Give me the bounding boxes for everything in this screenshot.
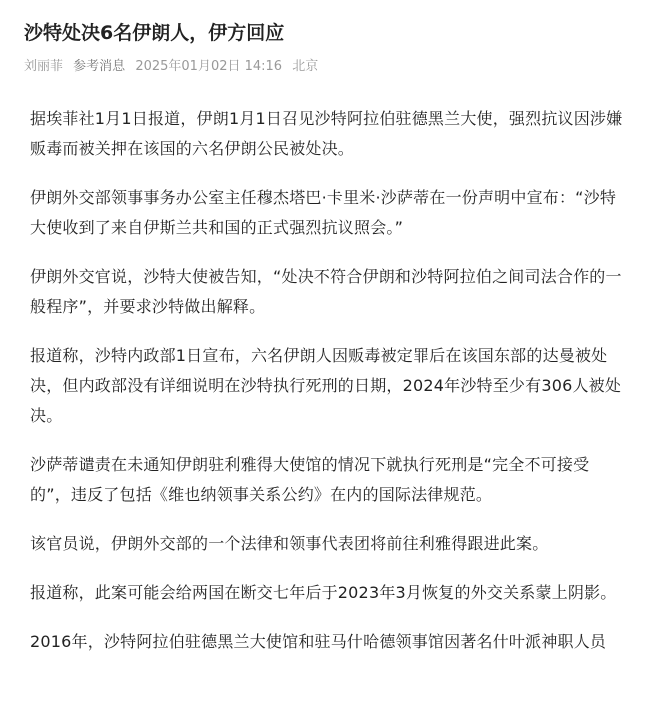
article-paragraph: 报道称，此案可能会给两国在断交七年后于2023年3月恢复的外交关系蒙上阴影。 [30, 583, 617, 602]
article-paragraph: 据埃菲社1月1日报道，伊朗1月1日召见沙特阿拉伯驻德黑兰大使，强烈抗议因涉嫌贩毒而被关押在该国的六名伊朗公民被处决。 [30, 109, 623, 158]
publish-datetime: 2025年01月02日 14:16 [135, 59, 283, 74]
article-paragraph: 沙萨蒂谴责在未通知伊朗驻利雅得大使馆的情况下就执行死刑是“完全不可接受的”，违反了包括《维也纳领事关系公约》在内的国际法律规范。 [30, 455, 590, 504]
article-body [30, 104, 626, 676]
article-paragraph: 报道称，沙特内政部1日宣布，六名伊朗人因贩毒被定罪后在该国东部的达曼被处决，但内政部没有详细说明在沙特执行死刑的日期，2024年沙特至少有306人被处决。 [30, 346, 622, 425]
article-meta [24, 58, 324, 76]
article-paragraph: 伊朗外交官说，沙特大使被告知，“处决不符合伊朗和沙特阿拉伯之间司法合作的一般程序”，并要求沙特做出解释。 [30, 267, 622, 316]
publish-location: 北京 [292, 59, 319, 74]
article-title: 沙特处决6名伊朗人，伊方回应 [24, 22, 285, 44]
source-name[interactable]: 参考消息 [73, 59, 126, 74]
author-name[interactable]: 刘丽菲 [24, 59, 64, 74]
article-paragraph: 该官员说，伊朗外交部的一个法律和领事代表团将前往利雅得跟进此案。 [30, 534, 549, 553]
article-paragraph: 2016年，沙特阿拉伯驻德黑兰大使馆和驻马什哈德领事馆因著名什叶派神职人员 [30, 632, 607, 651]
article-paragraph: 伊朗外交部领事事务办公室主任穆杰塔巴·卡里米·沙萨蒂在一份声明中宣布：“沙特大使收到了来自伊斯兰共和国的正式强烈抗议照会。” [30, 188, 617, 237]
